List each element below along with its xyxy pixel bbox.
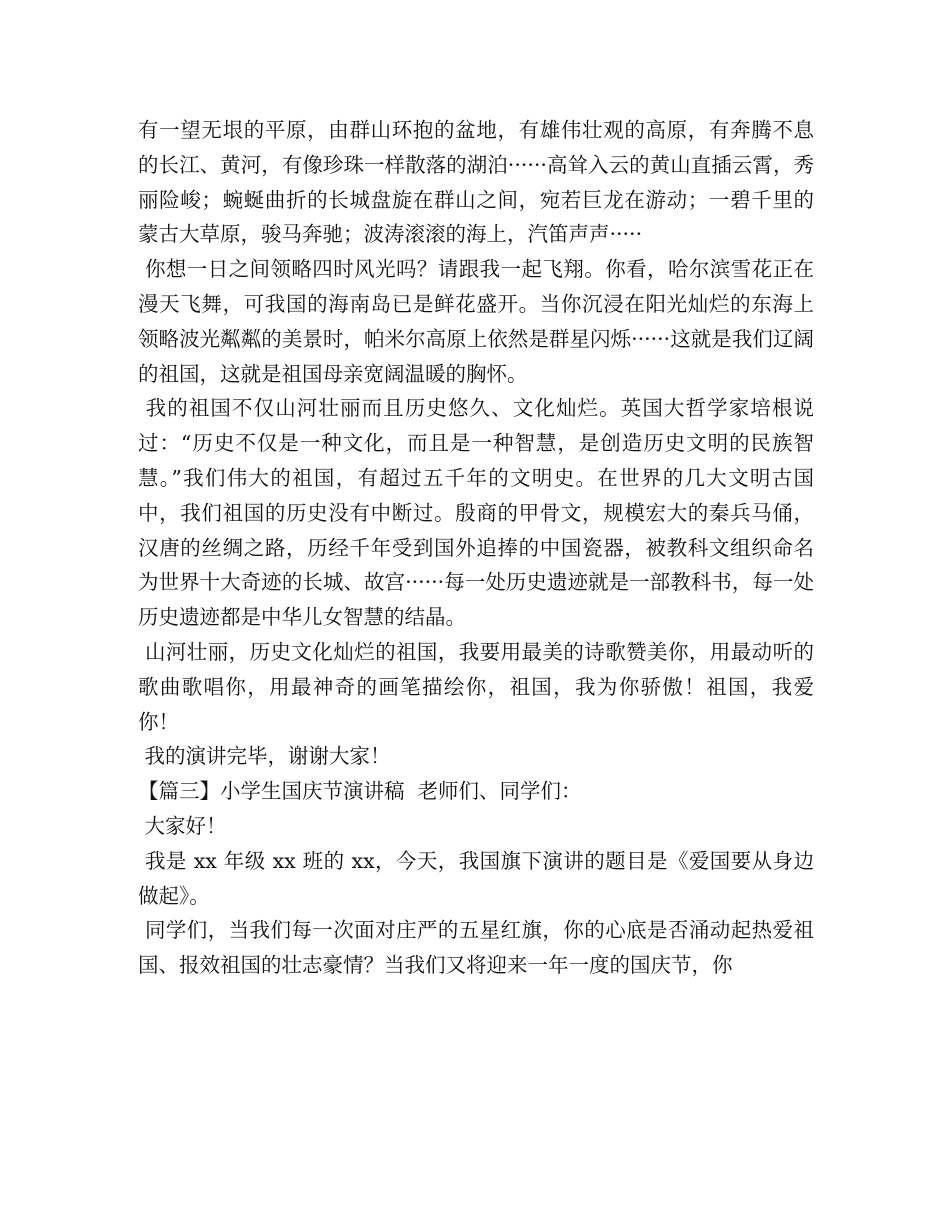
- paragraph-praise: 山河壮丽，历史文化灿烂的祖国，我要用最美的诗歌赞美你，用最动听的歌曲歌唱你，用最神奇的画笔描绘你，祖国，我为你骄傲！祖国，我爱你！: [138, 639, 814, 734]
- paragraph-landscape: 有一望无垠的平原，由群山环抱的盆地，有雄伟壮观的高原，有奔腾不息的长江、黄河，有像珍珠一样散落的湖泊······高耸入云的黄山直插云霄，秀丽险峻；蜿蜒曲折的长城盘旋在群山之间，宛若巨龙在游动；一碧千里的蒙古大草原，骏马奔驰；波涛滚滚的海上，汽笛声声·····: [138, 118, 814, 247]
- section-heading: 【篇三】小学生国庆节演讲稿 老师们、同学们：: [138, 779, 582, 804]
- paragraph-history: 我的祖国不仅山河壮丽而且历史悠久、文化灿烂。英国大哲学家培根说过：“历史不仅是一种文化，而且是一种智慧，是创造历史文明的民族智慧。”我们伟大的祖国，有超过五千年的文明史。在世界的几大文明古国中，我们祖国的历史没有中断过。殷商的甲骨文，规模宏大的秦兵马俑，汉唐的丝绸之路，历经千年受到国外追捧的中国瓷器，被教科文组织命名为世界十大奇迹的长城、故宫······每一处历史遗迹就是一部教科书，每一处历史遗迹都是中华儿女智慧的结晶。: [138, 396, 814, 630]
- paragraph-closing: 我的演讲完毕，谢谢大家！: [138, 744, 391, 769]
- paragraph-intro: 我是 xx 年级 xx 班的 xx，今天，我国旗下演讲的题目是《爱国要从身边做起》。: [138, 848, 814, 908]
- paragraph-four-seasons: 你想一日之间领略四时风光吗？请跟我一起飞翔。你看，哈尔滨雪花正在漫天飞舞，可我国的海南岛已是鲜花盛开。当你沉浸在阳光灿烂的东海上领略波光粼粼的美景时，帕米尔高原上依然是群星闪烁······这就是我们辽阔的祖国，这就是祖国母亲宽阔温暖的胸怀。: [138, 257, 814, 386]
- document-body: [138, 113, 814, 983]
- paragraph-greeting: 大家好！: [138, 813, 227, 838]
- paragraph-flag: 同学们，当我们每一次面对庄严的五星红旗，你的心底是否涌动起热爱祖国、报效祖国的壮志豪情？当我们又将迎来一年一度的国庆节，你: [138, 918, 814, 978]
